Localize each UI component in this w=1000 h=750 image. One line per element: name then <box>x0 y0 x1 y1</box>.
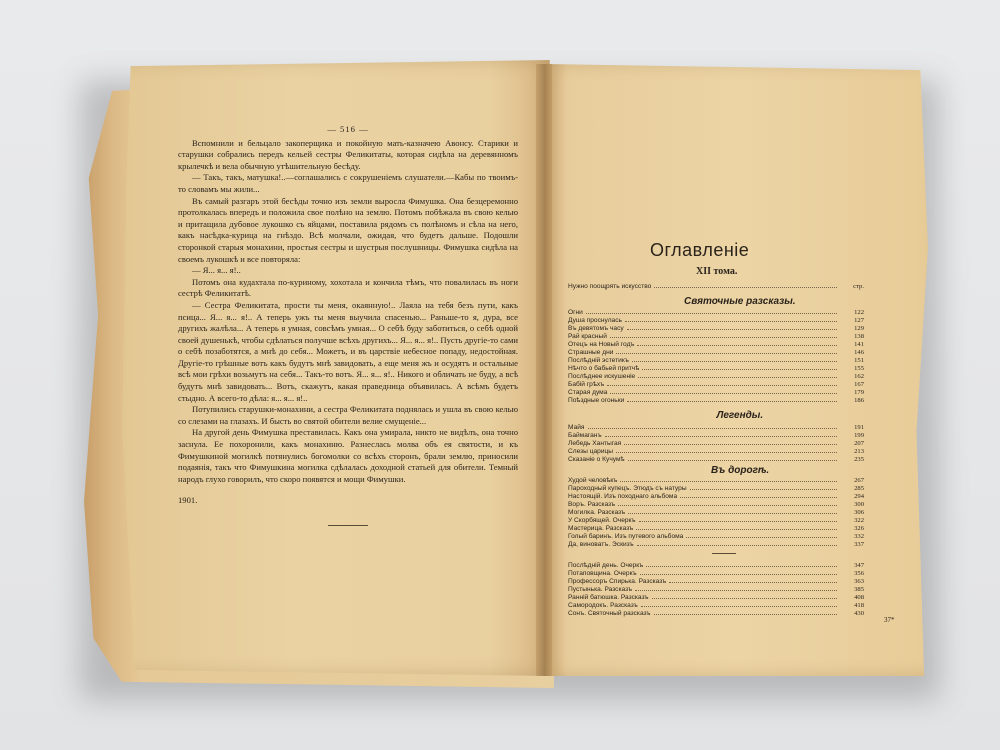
toc-entry-page: 430 <box>854 610 864 617</box>
volume-label: XII тома. <box>696 266 738 277</box>
leader-dots <box>646 566 837 567</box>
toc-entry-title: Нужно поощрять искусство <box>568 283 652 290</box>
toc-entry-page: 162 <box>854 373 864 380</box>
toc-entry <box>568 389 864 397</box>
toc-section-heading: Въ дорогѣ. <box>711 465 770 476</box>
toc-entry-title: Старая дума <box>568 389 608 396</box>
leader-dots <box>616 353 837 354</box>
section-separator <box>712 553 736 554</box>
toc-entry-title: Мастерица. Разсказъ <box>568 525 634 532</box>
leader-dots <box>641 606 837 607</box>
toc-entry-title: Самородокъ. Разсказъ <box>568 602 638 609</box>
toc-entry <box>568 365 864 373</box>
toc-entry <box>568 525 864 533</box>
toc-entry-title: Худой человѣкъ <box>568 477 618 484</box>
leader-dots <box>610 393 837 394</box>
toc-entry <box>568 341 864 349</box>
toc-entry-title: Потаповщина. Очеркъ <box>568 570 637 577</box>
toc-entry-page: 300 <box>854 501 864 508</box>
toc-entry-page: 167 <box>854 381 864 388</box>
toc-entry-page: 306 <box>854 509 864 516</box>
leader-dots <box>669 582 837 583</box>
toc-entry-page: 418 <box>854 602 864 609</box>
paragraph: Въ самый разгаръ этой бесѣды точно изъ земли выросла Фимушка. Она безцеремонно протолкалась впередъ и положила свое полѣно на землю. Потомъ побѣжала въ свою келью и притащила дубовое лукошко съ яйцами, поставила рядомъ съ полѣномъ и сѣла на него, какъ насѣдка-курица на гнѣздо. Всѣ молчали, ожидая, что будетъ дальше. Подошли сторонкой старыя монахини, простыя сестры и шустрыя послушницы. Фимушка сидѣла на своемъ лукошкѣ и все повторяла: <box>178 195 518 264</box>
leader-dots <box>686 537 837 538</box>
toc-entry <box>568 578 864 586</box>
toc-entry <box>568 283 864 291</box>
toc-entry <box>568 485 864 493</box>
toc-entry-page: 207 <box>854 440 864 447</box>
toc-entry <box>568 440 864 448</box>
leader-dots <box>638 377 837 378</box>
date-line: 1901. <box>178 495 198 506</box>
toc-entry-page: 146 <box>854 349 864 356</box>
toc-entry-page: стр. <box>853 283 864 290</box>
toc-entry-title: Послѣднее искушеніе <box>568 373 636 380</box>
toc-entry-page: 213 <box>854 448 864 455</box>
toc-entry-page: 347 <box>854 562 864 569</box>
toc-entry-title: Настоящій. Изъ походнаго альбома <box>568 493 678 500</box>
toc-entry-title: Пустынька. Разсказъ <box>568 586 633 593</box>
toc-entry <box>568 533 864 541</box>
leader-dots <box>618 505 837 506</box>
leader-dots <box>637 545 837 546</box>
toc-entry-page: 363 <box>854 578 864 585</box>
leader-dots <box>636 529 837 530</box>
toc-entry <box>568 602 864 610</box>
toc-entry <box>568 610 864 618</box>
toc-entry-title: Огни <box>568 309 583 316</box>
toc-entry-page: 267 <box>854 477 864 484</box>
toc-entry-title: Сонъ. Святочный разсказъ <box>568 610 651 617</box>
toc-entry <box>568 317 864 325</box>
toc-entry-title: Могилка. Разсказъ <box>568 509 626 516</box>
toc-entry <box>568 493 864 501</box>
paragraph: — Я... я... я!.. <box>192 265 241 276</box>
toc-entry-title: Поѣздные огоньки <box>568 397 625 404</box>
toc-section-heading: Святочные разсказы. <box>684 296 796 307</box>
leader-dots <box>652 598 837 599</box>
leader-dots <box>627 329 837 330</box>
toc-entry-title: Голый баринъ. Изъ путевого альбома <box>568 533 684 540</box>
toc-title: Оглавленіе <box>650 240 750 260</box>
toc-entry <box>568 424 864 432</box>
toc-entry-title: Бабій грѣхъ <box>568 381 605 388</box>
toc-entry-page: 285 <box>854 485 864 492</box>
leader-dots <box>628 460 837 461</box>
toc-entry-page: 186 <box>854 397 864 404</box>
leader-dots <box>639 521 837 522</box>
toc-entry-page: 322 <box>854 517 864 524</box>
toc-entry <box>568 357 864 365</box>
toc-entry-page: 138 <box>854 333 864 340</box>
leader-dots <box>616 452 837 453</box>
toc-entry-title: Душа проснулась <box>568 317 622 324</box>
paragraph: Потупились старушки-монахини, а сестра Феликитата поднялась и ушла въ свою келью со слезами на глазахъ. И бысть во святой обители велие смущеніе... <box>178 404 518 426</box>
toc-entry-page: 179 <box>854 389 864 396</box>
leader-dots <box>654 614 837 615</box>
toc-entry-page: 155 <box>854 365 864 372</box>
leader-dots <box>654 287 837 288</box>
toc-entry-page: 332 <box>854 533 864 540</box>
toc-entry <box>568 333 864 341</box>
toc-entry-title: Страшные дни <box>568 349 614 356</box>
toc-entry-page: 356 <box>854 570 864 577</box>
paragraph: На другой день Фимушка преставилась. Какъ она умирала, никто не видѣлъ, она точно заснула. Ее похоронили, какъ монахиню. Разнеслась молва объ ея святости, и къ Фимушкиной могилкѣ потянулись богомолки со всѣхъ сторонъ, брали землю, приносили подаянія, такъ что Фимушкина могилка сдѣлалась доходной статьей для обители. Темный народъ глухо говорилъ, что скоро появятся и мощи Фимушки. <box>178 427 518 484</box>
book-gutter <box>536 64 552 676</box>
toc-entry-page: 337 <box>854 541 864 548</box>
leader-dots <box>637 345 837 346</box>
signature-mark: 37* <box>884 616 895 624</box>
toc-entry-page: 191 <box>854 424 864 431</box>
toc-entry <box>568 570 864 578</box>
leader-dots <box>607 385 837 386</box>
toc-entry-page: 235 <box>854 456 864 463</box>
toc-entry <box>568 594 864 602</box>
page-number: — 516 — <box>327 124 369 134</box>
toc-entry-page: 141 <box>854 341 864 348</box>
toc-entry <box>568 562 864 570</box>
toc-entry <box>568 381 864 389</box>
toc-entry <box>568 309 864 317</box>
toc-entry-page: 151 <box>854 357 864 364</box>
toc-entry-title: Лебедь Хантыгая <box>568 440 622 447</box>
toc-entry-page: 385 <box>854 586 864 593</box>
leader-dots <box>620 481 837 482</box>
leader-dots <box>625 321 837 322</box>
leader-dots <box>642 369 837 370</box>
paragraph: Вспомнили и бельцало закоперщика и покойную мать-казначею Авонсу. Старики и старушки собрались передъ кельей сестры Феликитаты, которая сидѣла на деревянномъ крылечкѣ и вела обычную утѣшительную бесѣду. <box>178 137 518 171</box>
toc-entry-title: Въ девятомъ часу <box>568 325 624 332</box>
toc-entry-title: У Скорбящей. Очеркъ <box>568 517 636 524</box>
left-page-text <box>178 124 518 526</box>
toc-entry-page: 294 <box>854 493 864 500</box>
toc-entry-page: 129 <box>854 325 864 332</box>
leader-dots <box>635 590 837 591</box>
toc-entry-page: 199 <box>854 432 864 439</box>
toc-entry-title: Послѣдній день. Очеркъ <box>568 562 644 569</box>
toc-entry-title: Майя <box>568 424 585 431</box>
toc-entry <box>568 541 864 549</box>
leader-dots <box>627 401 837 402</box>
toc-entry-title: Рай красный <box>568 333 607 340</box>
leader-dots <box>588 428 838 429</box>
toc-entry-title: Слезы царицы <box>568 448 614 455</box>
paragraph: — Сестра Феликитата, прости ты меня, окаянную!.. Лаяла на тебя безъ пути, какъ псица... Я... я... я!.. А теперь ужъ ты меня выучила спасенью... Раньше-то я, дура, все другихъ жалѣла... А теперь я умная, совсѣмъ умная... О себѣ буду заботиться, о себѣ одной своей душенькѣ, чтобы сдѣлаться получше всѣхъ другихъ... Я... я... я!.. Пусть другіе-то сами о себѣ позаботятся, а мнѣ до себя... Можетъ, и въ царствіе небесное попаду, недостойная. Другіе-то грѣшные вотъ какъ будутъ мнѣ завидовать, а еще меня жъ и осудятъ и остальные всѣ мои грѣхи возьмутъ на себя... Такъ-то вотъ. Я... я... я!.. Никого и обличать не буду, а всѣ будутъ мнѣ завидовать... Вотъ, скажутъ, какая праведница объявилась. А всѣмъ будетъ стыдно. А всего-то дѣла: я... я... я!.. <box>178 299 518 403</box>
leader-dots <box>628 513 837 514</box>
toc-entry-title: Послѣдній эстетикъ <box>568 357 629 364</box>
toc-entry <box>568 456 864 464</box>
toc-entry <box>568 349 864 357</box>
toc-entry-title: Сказаніе о Кучумѣ <box>568 456 625 463</box>
toc-entry <box>568 517 864 525</box>
toc-entry-page: 122 <box>854 309 864 316</box>
toc-entry-title: Отецъ на Новый годъ <box>568 341 635 348</box>
toc-entry-title: Баймаганъ <box>568 432 602 439</box>
leader-dots <box>605 436 837 437</box>
toc-entry-title: Пароходный купецъ. Этюдъ съ натуры <box>568 485 687 492</box>
toc-entry <box>568 325 864 333</box>
toc-entry <box>568 477 864 485</box>
leader-dots <box>680 497 837 498</box>
toc-entry <box>568 501 864 509</box>
paragraph: Потомъ она кудахтала по-куриному, хохотала и кончила тѣмъ, что повалилась въ ноги сестрѣ Феликитатѣ. <box>178 276 518 299</box>
end-rule <box>328 525 368 526</box>
leader-dots <box>586 313 837 314</box>
leader-dots <box>690 489 837 490</box>
toc-section-heading: Легенды. <box>716 410 764 421</box>
toc-entry <box>568 432 864 440</box>
toc-entry <box>568 448 864 456</box>
toc-entry-title: Нѣчто о бабьей притчѣ <box>568 365 640 372</box>
toc-entry-page: 408 <box>854 594 864 601</box>
toc-entry-title: Воръ. Разсказъ <box>568 501 616 508</box>
toc-entry <box>568 509 864 517</box>
paragraph: — Такъ, такъ, матушка!..—соглашались с сокрушеніемъ слушатели.—Кабы по твоимъ-то словамъ мы жили... <box>178 172 518 194</box>
leader-dots <box>640 574 837 575</box>
toc-entry-title: Да, виноватъ. Эскизъ <box>568 541 634 548</box>
toc-entry <box>568 397 864 405</box>
toc-entry-page: 127 <box>854 317 864 324</box>
toc-entry-title: Профессоръ Спирька. Разсказъ <box>568 578 667 585</box>
leader-dots <box>632 361 837 362</box>
toc-entry <box>568 373 864 381</box>
toc-entry-page: 326 <box>854 525 864 532</box>
toc-entry <box>568 586 864 594</box>
toc-entry-title: Ранній батюшка. Разсказъ <box>568 594 649 601</box>
leader-dots <box>610 337 837 338</box>
leader-dots <box>624 444 837 445</box>
